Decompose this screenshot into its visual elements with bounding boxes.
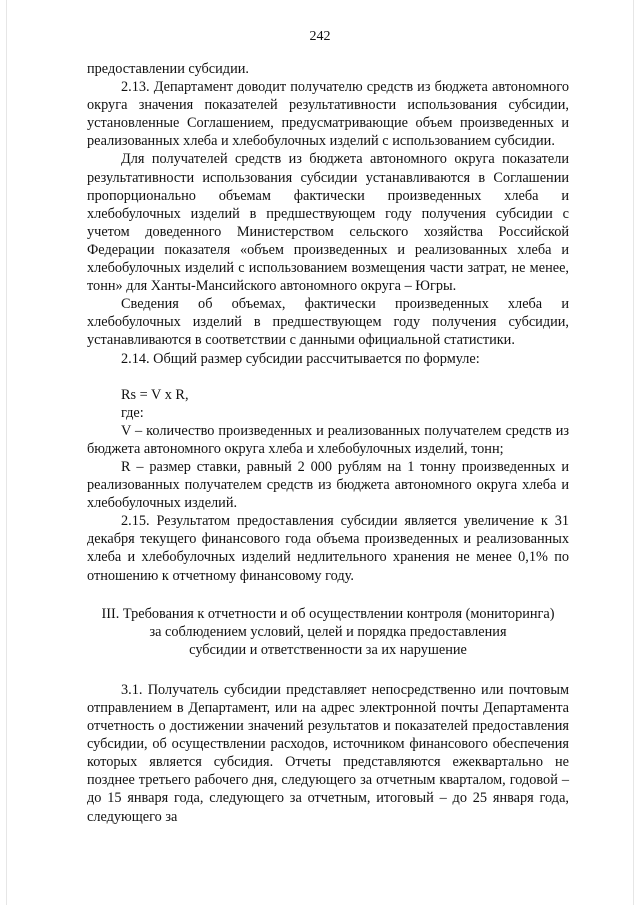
paragraph-continuation: предоставлении субсидии.: [87, 61, 249, 77]
document-body: [87, 60, 569, 826]
paragraph-2-15: 2.15. Результатом предоставления субсидии является увеличение к 31 декабря текущего финансового года объема произведенных и реализованных хлеба и хлебобулочных изделий недлительного хранения не менее 0,1% по отношению к отчетному финансовому году.: [87, 513, 569, 584]
section-heading-line-1: III. Требования к отчетности и об осуществлении контроля (мониторинга): [101, 605, 555, 622]
paragraph-statistics: Сведения об объемах, фактически произведенных хлеба и хлебобулочных изделий в предшествующем году получения субсидии, устанавливаются в соответствии с данными официальной статистики.: [87, 296, 569, 349]
section-heading-line-2: за соблюдением условий, целей и порядка предоставления: [149, 623, 507, 640]
paragraph-2-14: 2.14. Общий размер субсидии рассчитывается по формуле:: [121, 350, 480, 367]
page-number: 242: [309, 29, 331, 44]
formula: Rs = V x R,: [121, 386, 189, 403]
scan-edge-left: [6, 0, 7, 905]
definition-r: R – размер ставки, равный 2 000 рублям на 1 тонну произведенных и реализованных получателем средств из бюджета автономного округа хлеба и хлебобулочных изделий.: [87, 458, 569, 512]
paragraph-3-1: 3.1. Получатель субсидии представляет непосредственно или почтовым отправлением в Департамент, или на адрес электронной почты Департамента отчетность о достижении значений результатов и показателей предоставления субсидии, об осуществлении расходов, источником финансового обеспечения которых является субсидия. Отчеты представляются ежеквартально не позднее третьего рабочего дня, следующего за отчетным кварталом, годовой – до 15 января года, следующего за отчетным, итоговый – до 25 января года, следующего за: [87, 681, 569, 825]
section-heading: [87, 605, 569, 659]
definition-v: V – количество произведенных и реализованных получателем средств из бюджета автономного округа хлеба и хлебобулочных изделий, тонн;: [87, 422, 569, 457]
paragraph-2-13: 2.13. Департамент доводит получателю средств из бюджета автономного округа значения показателей результативности использования субсидии, установленные Соглашением, предусматривающие объем произведенных и реализованных хлеба и хлебобулочных изделий с использованием субсидии.: [87, 79, 569, 150]
section-heading-line-3: субсидии и ответственности за их нарушение: [189, 641, 467, 658]
scan-edge-right: [633, 0, 634, 905]
formula-where: где:: [121, 404, 144, 421]
paragraph-indicators: Для получателей средств из бюджета автономного округа показатели результативности использования субсидии устанавливаются в Соглашении пропорционально объемам фактически произведенных хлеба и хлебобулочных изделий в предшествующем году получения субсидии с учетом доведенного Министерством сельского хозяйства Российской Федерации показателя «объем произведенных и реализованных хлеба и хлебобулочных изделий с использованием возмещения части затрат, не менее, тонн» для Ханты-Мансийского автономного округа – Югры.: [87, 151, 569, 295]
